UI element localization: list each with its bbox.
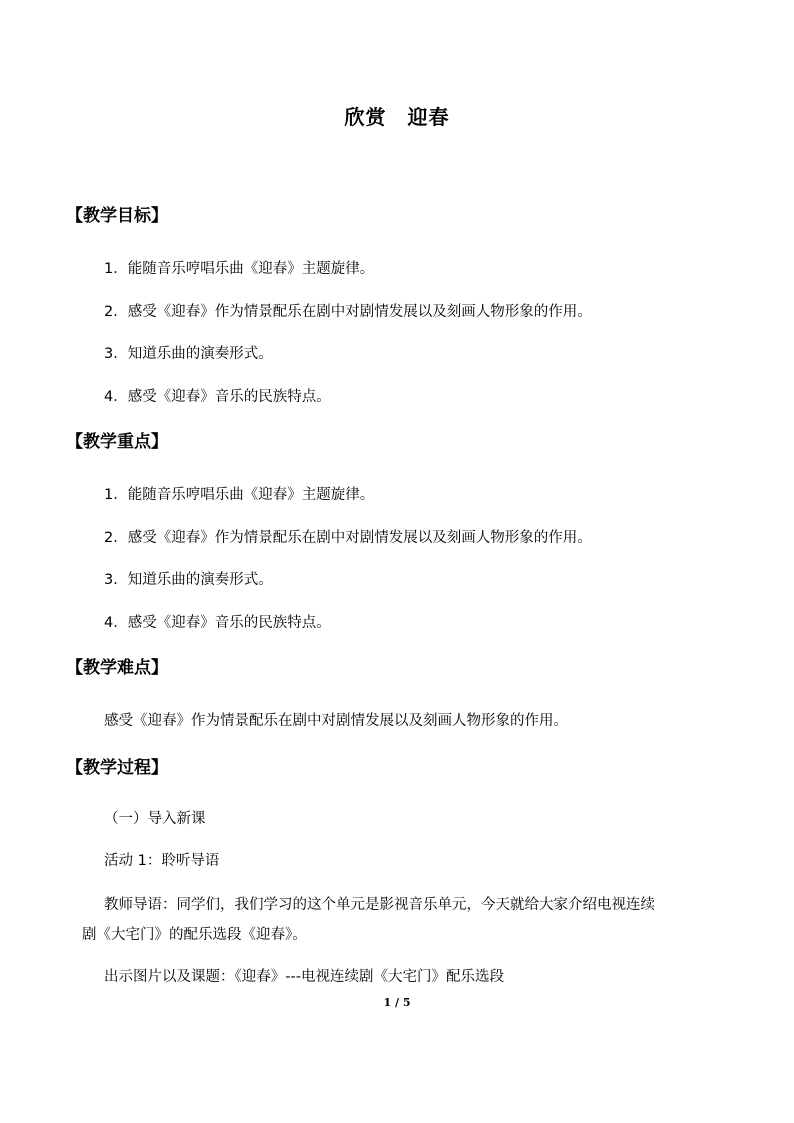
objective-item-4: 4．感受《迎春》音乐的民族特点。 — [104, 389, 331, 405]
key-point-item-2: 2．感受《迎春》作为情景配乐在剧中对剧情发展以及刻画人物形象的作用。 — [104, 530, 592, 546]
objective-item-1: 1．能随音乐哼唱乐曲《迎春》主题旋律。 — [104, 261, 375, 277]
key-point-item-1: 1．能随音乐哼唱乐曲《迎春》主题旋律。 — [104, 487, 375, 503]
display-instruction: 出示图片以及课题：《迎春》---电视连续剧《大宅门》配乐选段 — [104, 969, 504, 985]
heading-objectives: 【教学目标】 — [66, 206, 168, 226]
heading-key-points: 【教学重点】 — [66, 432, 168, 452]
difficulty-text: 感受《迎春》作为情景配乐在剧中对剧情发展以及刻画人物形象的作用。 — [104, 713, 568, 729]
heading-difficulties: 【教学难点】 — [66, 658, 168, 678]
activity-label: 活动 1：聆听导语 — [104, 853, 220, 869]
teacher-intro-line-2: 剧《大宅门》的配乐选段《迎春》。 — [82, 927, 307, 943]
objective-item-2: 2．感受《迎春》作为情景配乐在剧中对剧情发展以及刻画人物形象的作用。 — [104, 304, 592, 320]
teacher-intro-line-1: 教师导语：同学们，我们学习的这个单元是影视音乐单元，今天就给大家介绍电视连续 — [104, 897, 655, 913]
process-subheading: （一）导入新课 — [104, 811, 206, 827]
objective-item-3: 3．知道乐曲的演奏形式。 — [104, 346, 273, 362]
heading-process: 【教学过程】 — [66, 758, 168, 778]
page-number: 1 / 5 — [383, 996, 411, 1009]
document-title: 欣赏 迎春 — [344, 105, 450, 129]
key-point-item-4: 4．感受《迎春》音乐的民族特点。 — [104, 615, 331, 631]
key-point-item-3: 3．知道乐曲的演奏形式。 — [104, 572, 273, 588]
